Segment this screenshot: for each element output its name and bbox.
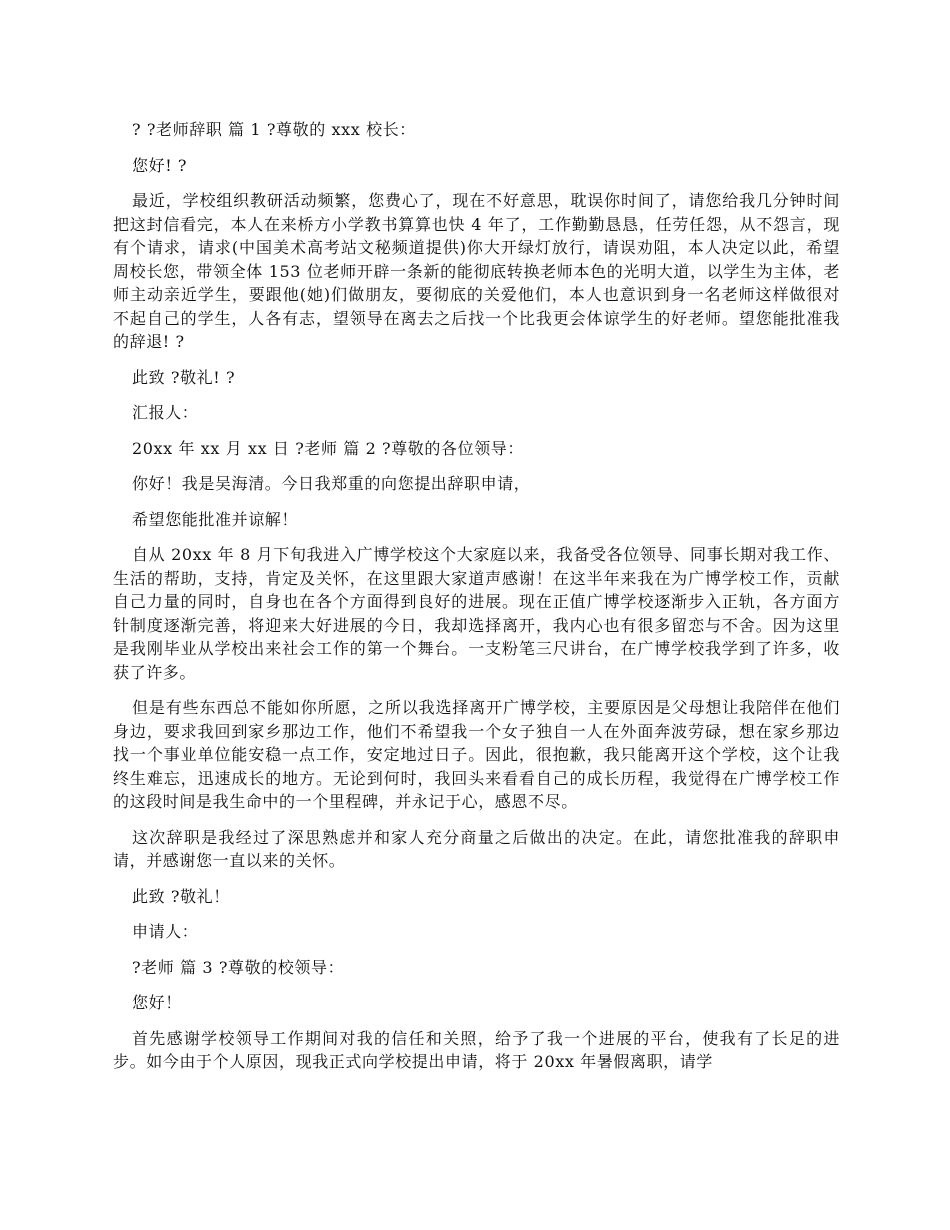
body-paragraph: 首先感谢学校领导工作期间对我的信任和关照，给予了我一个进展的平台，使我有了长足的进步。如今由于个人原因，现我正式向学校提出申请，将于 20xx 年暑假离职，请学 <box>113 1028 840 1071</box>
greeting: 你好！我是吴海清。今日我郑重的向您提出辞职申请， <box>132 474 531 493</box>
signature-label: 汇报人： <box>132 403 199 422</box>
body-paragraph: 自从 20xx 年 8 月下旬我进入广博学校这个大家庭以来，我备受各位领导、同事长期对我工作、生活的帮助，支持，肯定及关怀，在这里跟大家道声感谢！在这半年来我在为广博学校工作，贡献自己力量的同时，自身也在各个方面得到良好的进展。现在正值广博学校逐渐步入正轨，各方面方针制度逐渐完善，将迎来大好进展的今日，我却选择离开，我内心也有很多留恋与不舍。因为这里是我刚毕业从学校出来社会工作的第一个舞台。一支粉笔三尺讲台，在广博学校我学到了许多，收获了许多。 <box>113 545 840 682</box>
document-body <box>113 118 840 1086</box>
body-paragraph: 希望您能批准并谅解！ <box>132 509 299 529</box>
heading-part-3: ?老师 篇 3 ?尊敬的校领导： <box>132 957 345 977</box>
greeting: 您好！ <box>132 993 182 1012</box>
body-paragraph: 但是有些东西总不能如你所愿，之所以我选择离开广博学校，主要原因是父母想让我陪伴在他们身边，要求我回到家乡那边工作，他们不希望我一个女子独自一人在外面奔波劳碌，想在家乡那边找一个事业单位能安稳一点工作，安定地过日子。因此，很抱歉，我只能离开这个学校，这个让我终生难忘，迅速成长的地方。无论到何时，我回头来看看自己的成长历程，我觉得在广博学校工作的这段时间是我生命中的一个里程碑，并永记于心，感恩不尽。 <box>113 698 840 811</box>
closing-salutation: 此致 ?敬礼! ? <box>132 367 236 387</box>
greeting: 您好! ? <box>132 155 188 175</box>
body-paragraph: 最近，学校组织教研活动频繁，您费心了，现在不好意思，耽误你时间了，请您给我几分钟时间把这封信看完，本人在来桥方小学教书算算也快 4 年了，工作勤勤恳恳，任劳任怨，从不怨言，现有个请求，请求(中国美术高考站文秘频道提供)你大开绿灯放行，请误劝阻，本人决定以此，希望周校长您，带领全体 153 位老师开辟一条新的能彻底转换老师本色的光明大道，以学生为主体，老师主动亲近学生，要跟他(她)们做朋友，要彻底的关爱他们，本人也意识到身一名老师这样做很对不起自己的学生，人各有志，望领导在离去之后找一个比我更会体谅学生的好老师。望您能批准我的辞退! ? <box>113 191 840 351</box>
heading-part-1: ? ?老师辞职 篇 1 ?尊敬的 xxx 校长： <box>132 120 416 139</box>
heading-part-2: 20xx 年 xx 月 xx 日 ?老师 篇 2 ?尊敬的各位领导： <box>132 438 525 458</box>
body-paragraph: 这次辞职是我经过了深思熟虑并和家人充分商量之后做出的决定。在此，请您批准我的辞职申请，并感谢您一直以来的关怀。 <box>113 827 840 870</box>
signature-label: 申请人： <box>132 922 199 941</box>
closing-salutation: 此致 ?敬礼！ <box>132 886 230 906</box>
